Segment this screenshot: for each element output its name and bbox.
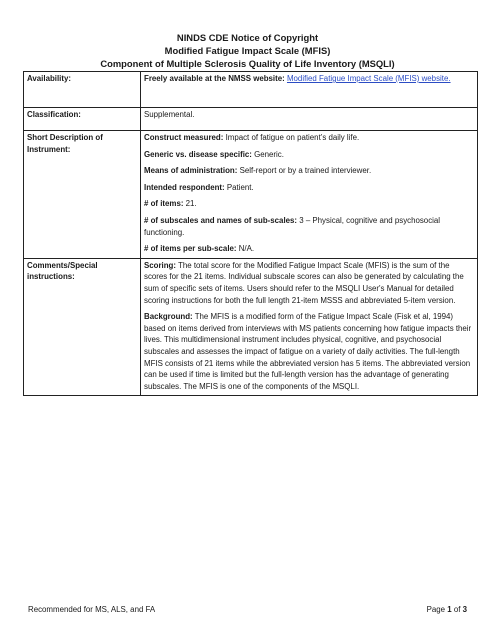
- header-component: Component of Multiple Sclerosis Quality of Life Inventory (MSQLI): [100, 58, 395, 70]
- page-number: Page 1 of 3: [426, 605, 467, 614]
- classification-value: Supplemental.: [141, 108, 478, 131]
- row-classification: [24, 108, 478, 131]
- comments-value: [141, 258, 478, 396]
- document-header: [0, 31, 495, 71]
- items-per-subscale: # of items per sub-scale: N/A.: [144, 244, 255, 254]
- header-instrument: Modified Fatigue Impact Scale (MFIS): [164, 45, 331, 57]
- number-of-items: # of items: 21.: [144, 199, 197, 209]
- availability-value: [141, 72, 478, 108]
- construct-measured: Construct measured: Impact of fatigue on patient’s daily life.: [144, 133, 360, 142]
- row-comments: [24, 258, 478, 396]
- classification-label: Classification:: [24, 108, 141, 131]
- availability-label: Availability:: [24, 72, 141, 108]
- description-label: Short Description of Instrument:: [24, 131, 141, 259]
- mfis-website-link[interactable]: Modified Fatigue Impact Scale (MFIS) website.: [286, 74, 451, 83]
- header-title: NINDS CDE Notice of Copyright: [176, 32, 319, 43]
- row-description: [24, 131, 478, 259]
- generic-vs-specific: Generic vs. disease specific: Generic.: [144, 149, 284, 159]
- background-paragraph: Background: The MFIS is a modified form of the Fatigue Impact Scale (Fisk et al, 1994) based on items derived from interviews with MS patients concerning how fatigue impacts their lives. This multidimensional instrument includes physical, cognitive, and psychosocial subscales and assesses the impact of fatigue on a variety of daily activities. The full-length MFIS consists of 21 items while the abbreviated version has 5 items. The abbreviated version can be used if time is limited but the full-length version has the advantage of generating subscales. The MFIS is one of the components of the MSQLI.: [144, 312, 472, 391]
- means-of-administration: Means of administration: Self-report or by a trained interviewer.: [144, 166, 372, 176]
- description-value: [141, 131, 478, 259]
- instrument-table: [23, 71, 478, 396]
- comments-label: Comments/Special instructions:: [24, 258, 141, 396]
- availability-text: Freely available at the NMSS website:: [144, 74, 287, 83]
- subscales: # of subscales and names of sub-scales: 3 – Physical, cognitive and psychosocial functioning.: [144, 215, 441, 237]
- row-availability: [24, 72, 478, 108]
- intended-respondent: Intended respondent: Patient.: [144, 182, 254, 192]
- scoring-paragraph: Scoring: The total score for the Modified Fatigue Impact Scale (MFIS) is the sum of the scores for the 21 items. Individual subscale scores can also be generated by calculating the sum of specific sets of items. Users should refer to the MSQLI User's Manual for detailed scoring instructions for both the full length 21-item MSSS and abbreviated 5-item version.: [144, 260, 464, 305]
- footer-recommendation: Recommended for MS, ALS, and FA: [28, 605, 156, 614]
